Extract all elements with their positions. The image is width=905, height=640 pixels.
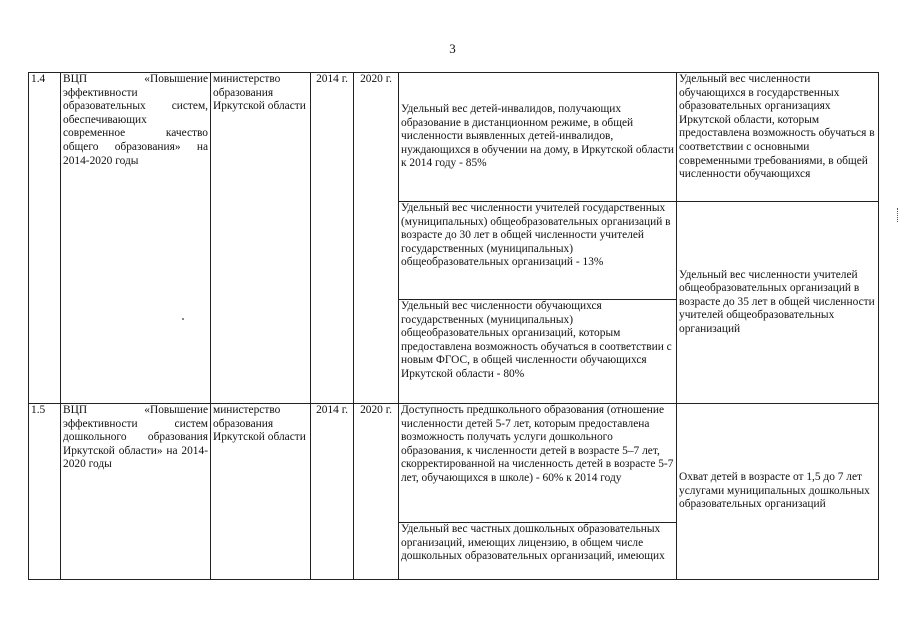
indicator-cell: Удельный вес численности учителей государственных (муниципальных) общеобразовательных организаций в возрасте до 30 лет в общей численности учителей государственных (муниципальных) общеобразовательных организаций - 13% xyxy=(399,202,677,300)
end-year: 2020 г. xyxy=(354,404,399,580)
indicator-cell: Удельный вес детей-инвалидов, получающих образование в дистанционном режиме, в общей численности выявленных детей-инвалидов, нуждающихся в обучении на дому, в Иркутской области к 2014 году - 85% xyxy=(399,73,677,202)
responsible-ministry: министерство образования Иркутской области xyxy=(211,404,311,580)
table-row xyxy=(29,404,879,523)
indicator-cell: Доступность предшкольного образования (отношение численности детей 5-7 лет, которым предоставлена возможность получать услуги дошкольного образования, к численности детей в возрасте 5–7 лет, скорректированной на численность детей в возрасте 5-7 лет, обучающихся в школе) - 60% к 2014 году xyxy=(399,404,677,523)
program-name: ВЦП «Повышение эффективности образовательных систем, обеспечивающих современное качество общего образования» на 2014-2020 годы xyxy=(61,73,211,404)
programs-table xyxy=(28,72,879,580)
indicator-cell: Удельный вес частных дошкольных образовательных организаций, имеющих лицензию, в общем числе дошкольных образовательных организаций, имеющих xyxy=(399,523,677,580)
start-year: 2014 г. xyxy=(311,404,354,580)
result-cell: Удельный вес численности учителей общеобразовательных организаций в возрасте до 35 лет в общей численности учителей общеобразовательных организаций xyxy=(677,202,879,404)
row-number: 1.5 xyxy=(29,404,61,580)
program-name: ВЦП «Повышение эффективности систем дошкольного образования Иркутской области» на 2014-2020 годы xyxy=(61,404,211,580)
end-year: 2020 г. xyxy=(354,73,399,404)
start-year: 2014 г. xyxy=(311,73,354,404)
page-number: 3 xyxy=(449,41,456,56)
scan-dot-mark xyxy=(182,318,184,320)
indicator-cell: Удельный вес численности обучающихся государственных (муниципальных) общеобразовательных организаций, которым предоставлена возможность обучаться в соответствии с новым ФГОС, в общей численности обучающихся Иркутской области - 80% xyxy=(399,300,677,404)
responsible-ministry: министерство образования Иркутской области xyxy=(211,73,311,404)
scan-edge-mark xyxy=(897,208,900,222)
table-row xyxy=(29,73,879,202)
result-cell: Удельный вес численности обучающихся в государственных образовательных организациях Иркутской области, которым предоставлена возможность обучаться в соответствии с основными современными требованиями, в общей численности обучающихся xyxy=(677,73,879,202)
result-cell: Охват детей в возрасте от 1,5 до 7 лет услугами муниципальных дошкольных образовательных организаций xyxy=(677,404,879,580)
row-number: 1.4 xyxy=(29,73,61,404)
